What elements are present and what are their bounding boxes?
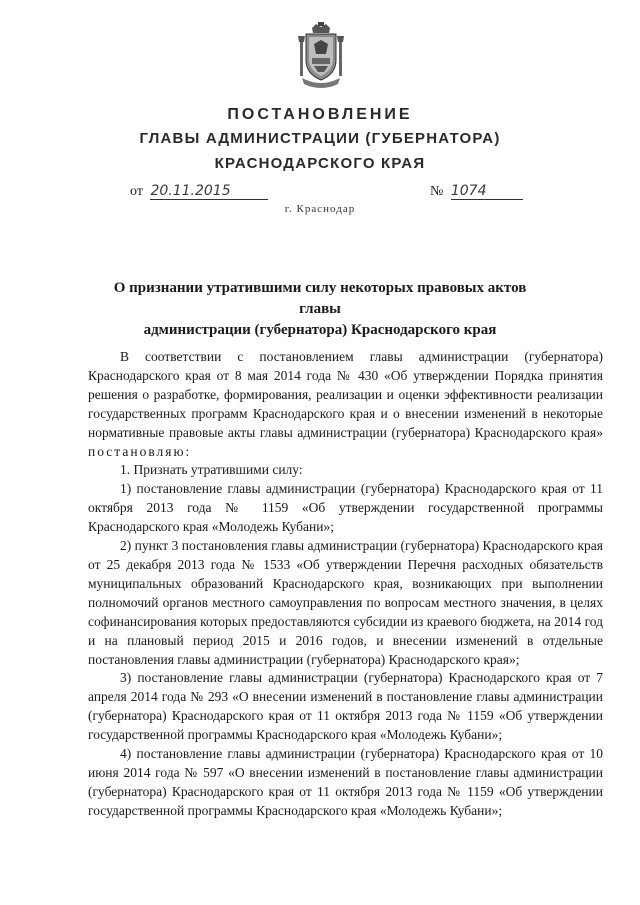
subject-line-1: О признании утратившими силу некоторых правовых актов главы — [113, 280, 527, 317]
subject-line-2: администрации (губернатора) Краснодарского края — [143, 322, 497, 338]
decree-word: постановляю: — [88, 443, 192, 459]
coat-of-arms-icon — [296, 22, 346, 90]
subitem-3-paragraph: 3) постановление главы администрации (губернатора) Краснодарского края от 7 апреля 2014 года № 293 «О внесении изменений в постановление главы администрации (губернатора) Краснодарского края от 11 октября 2013 года № 1159 «Об утверждении государственной программы Краснодарского края «Молодежь Кубани»; — [88, 670, 603, 743]
date-field — [130, 183, 268, 200]
preamble-paragraph — [88, 348, 603, 461]
document-title: ПОСТАНОВЛЕНИЕ — [227, 106, 413, 123]
subitem-4-paragraph: 4) постановление главы администрации (губернатора) Краснодарского края от 10 июня 2014 года № 597 «О внесении изменений в постановление главы администрации (губернатора) Краснодарского края от 11 октября 2013 года № 1159 «Об утверждении государственной программы Краснодарского края «Молодежь Кубани»; — [88, 746, 603, 818]
number-prefix: № — [430, 184, 444, 199]
city-label: г. Краснодар — [284, 203, 356, 215]
subitem-2-paragraph: 2) пункт 3 постановления главы администрации (губернатора) Краснодарского края от 25 декабря 2013 года № 1533 «Об утверждении Перечня расходных обязательств муниципальных образований Краснодарского края, возникающих при выполнении полномочий органов местного самоуправления по вопросам местного значения, в целях софинансирования которых предоставляются субсидии из краевого бюджета, на 2014 год и на плановый период 2015 и 2016 годов, и внесении изменений в отдельные постановления главы администрации (губернатора) Краснодарского края»; — [88, 538, 603, 667]
subitem-1-paragraph: 1) постановление главы администрации (губернатора) Краснодарского края от 11 октября 2013 года № 1159 «Об утверждении государственной программы Краснодарского края «Молодежь Кубани»; — [88, 481, 603, 535]
item-1-paragraph: 1. Признать утратившими силу: — [120, 462, 303, 478]
document-body — [88, 348, 603, 821]
date-prefix: от — [130, 184, 143, 199]
number-field — [430, 183, 523, 200]
issuer-line-2: КРАСНОДАРСКОГО КРАЯ — [214, 155, 426, 172]
number-value: 1074 — [451, 183, 523, 200]
preamble-text: В соответствии с постановлением главы администрации (губернатора) Краснодарского края от 8 мая 2014 года № 430 «Об утверждении Порядка принятия решения о разработке, формирования, реализации и оценки эффективности реализации государственных программ Краснодарского края и о внесении изменений в некоторые нормативные правовые акты главы администрации (губернатора) Краснодарского края» — [88, 349, 603, 440]
date-value: 20.11.2015 — [150, 183, 268, 200]
issuer-line-1: ГЛАВЫ АДМИНИСТРАЦИИ (ГУБЕРНАТОРА) — [139, 130, 501, 147]
document-subject — [100, 278, 540, 341]
